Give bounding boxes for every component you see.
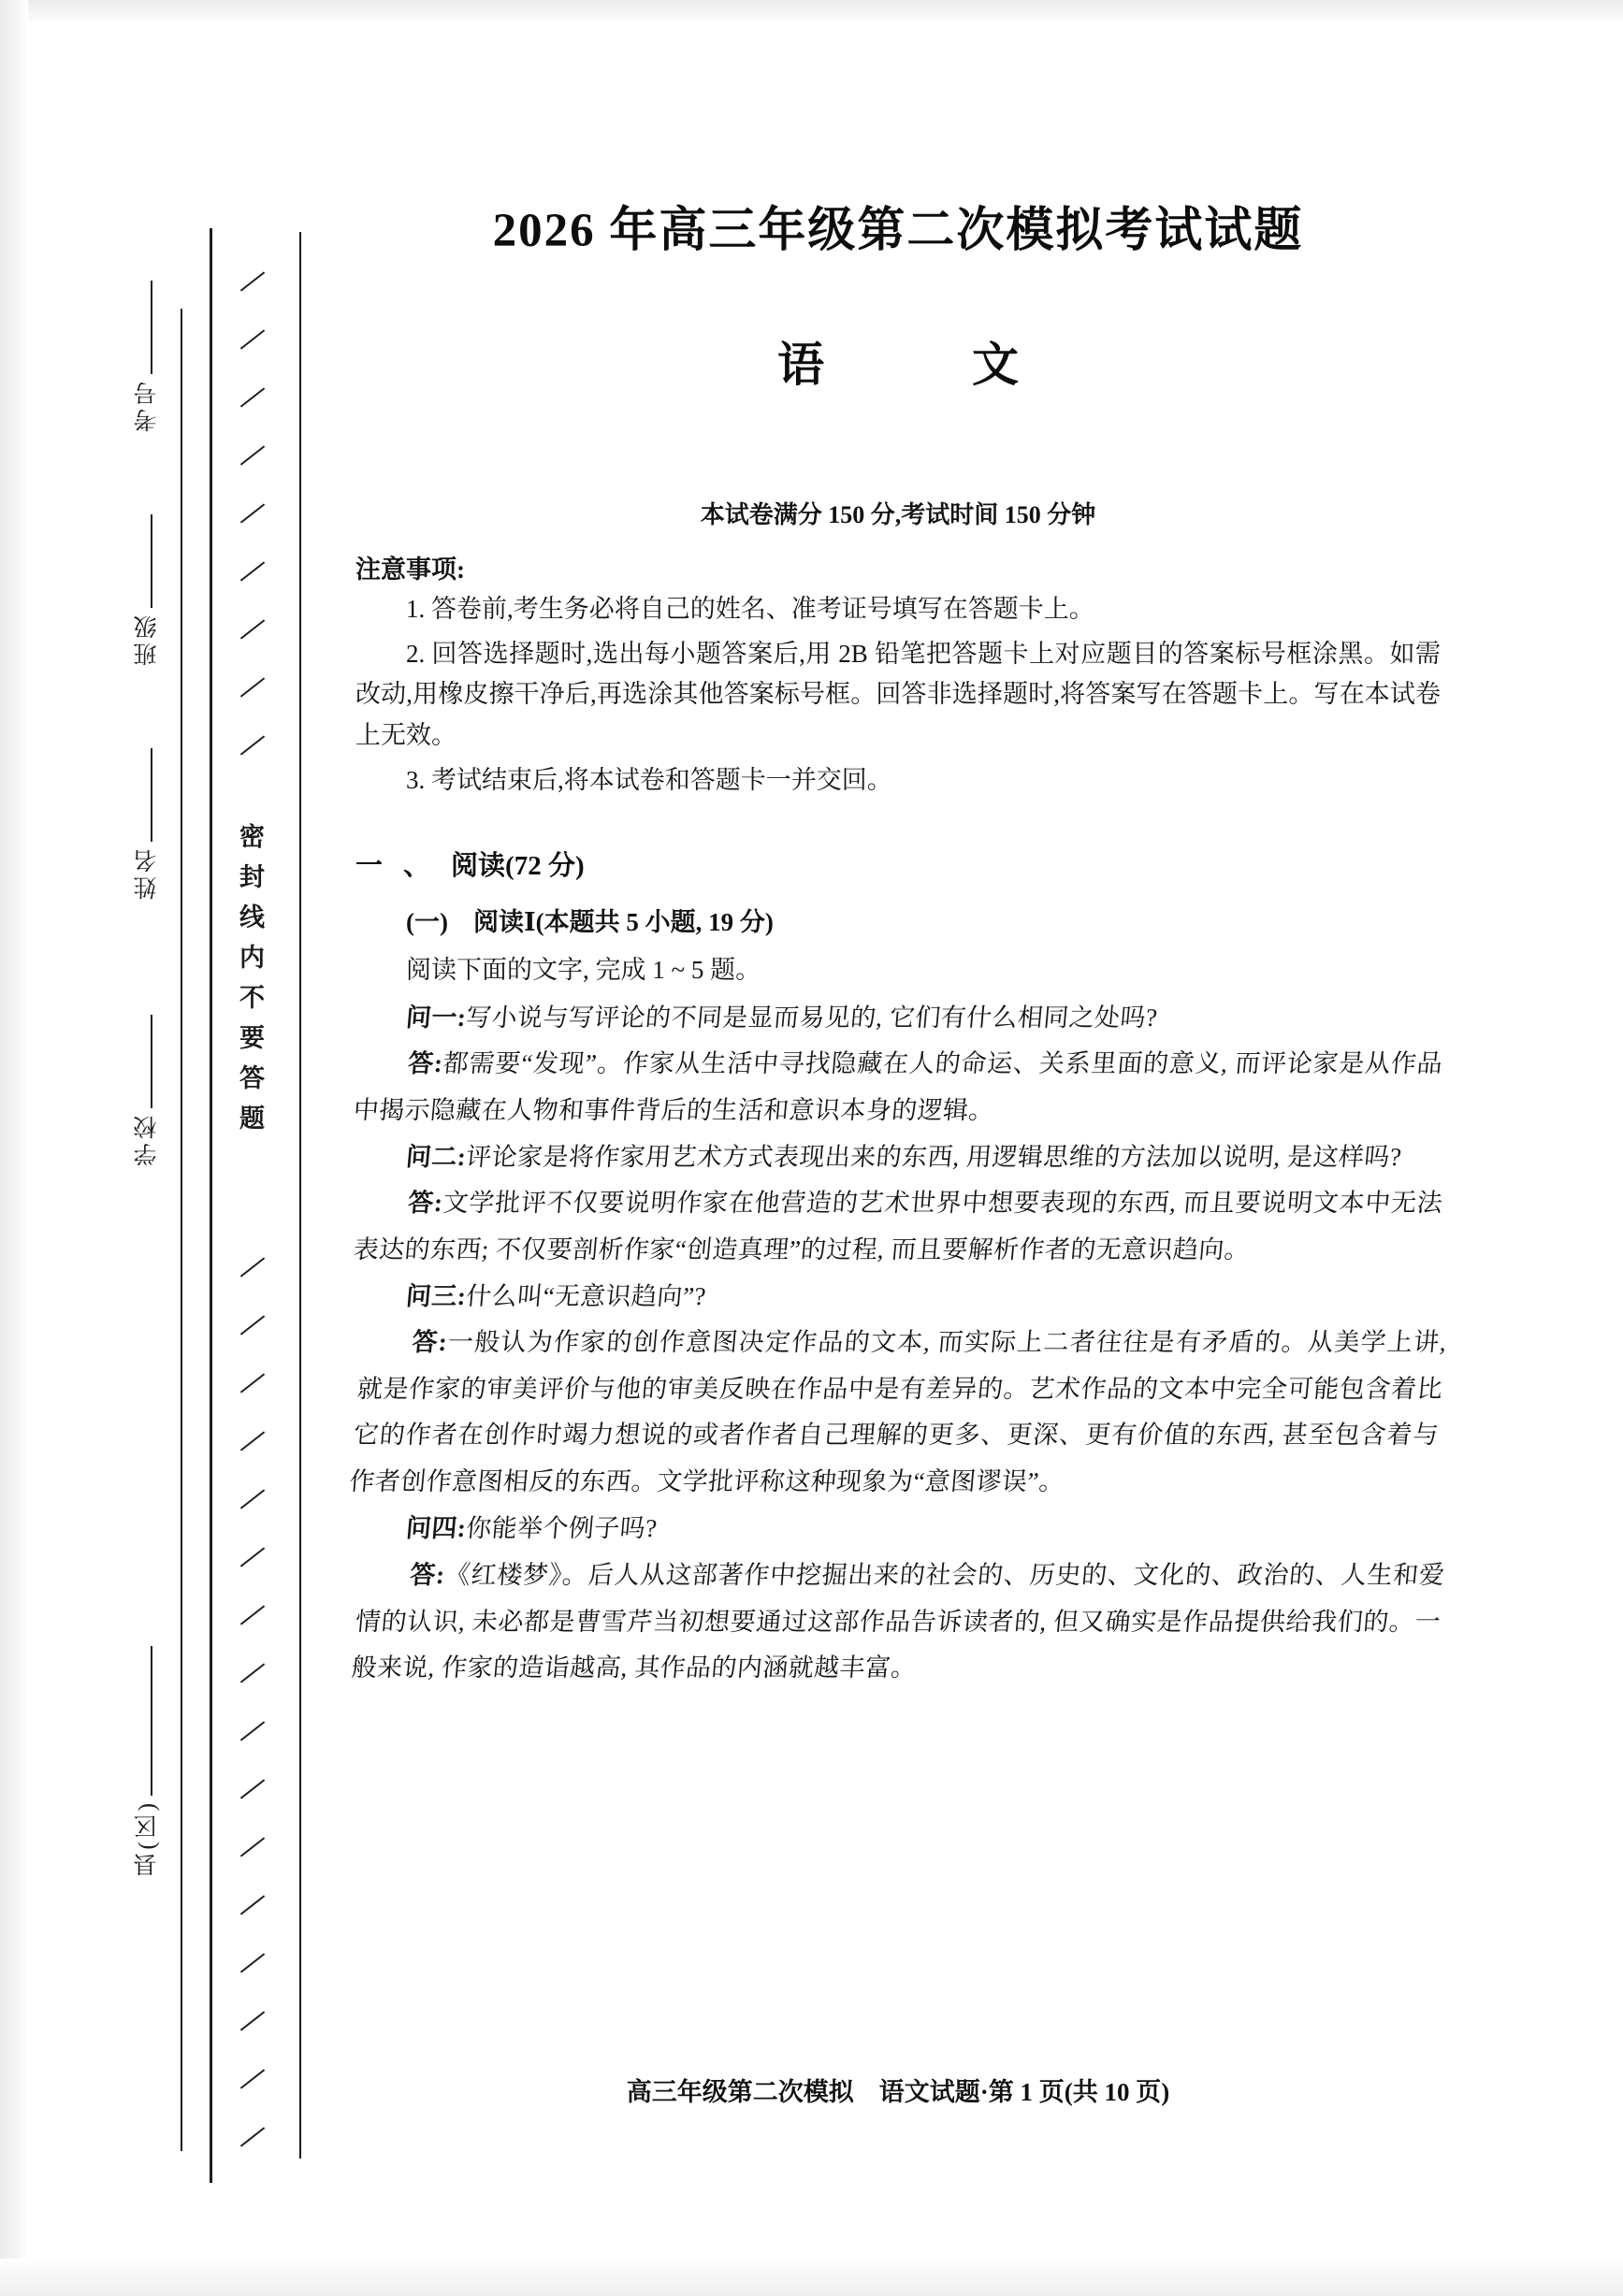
seal-line-main [210,228,212,2183]
passage-line [352,1180,1445,1273]
passage-line-text: 文学批评不仅要说明作家在他营造的艺术世界中想要表现的东西, 而且要说明文本中无法表达的东西; 不仅要剖析作家“创造真理”的过程, 而且要解析作者的无意识趋向。 [352,1189,1444,1264]
seal-field-label: 考号 [135,378,160,432]
passage-line-label: 答: [406,1049,444,1078]
passage-line [347,1320,1448,1506]
passage-line-label: 答: [409,1560,446,1589]
passage-line-label: 问一: [404,1003,468,1032]
seal-hatch-mark [240,1373,265,1393]
seal-hatch-mark [240,1779,265,1798]
seal-hatch-mark [240,1721,265,1740]
subsection-instruction: 阅读下面的文字, 完成 1 ~ 5 题。 [406,955,761,984]
passage-line-text: 什么叫“无意识趋向”? [464,1281,707,1310]
seal-hatch-mark [240,2011,265,2030]
section-name: 阅读 [451,850,506,881]
passage-line-text: 一般认为作家的创作意图决定作品的文本, 而实际上二者往往是有矛盾的。从美学上讲, 就是作家的审美评价与他的审美反映在作品中是有差异的。艺术作品的文本中完全可能包含着比它的作者在创作时竭力想说的或者作者自己理解的更多、更深、更有价值的东西, 甚至包含着与作者创作意图相反的东西。文学批评称这种现象为“意图谬误”。 [348,1328,1448,1496]
passage-line-text: 评论家是将作家用艺术方式表现出来的东西, 用逻辑思维的方法加以说明, 是这样吗? [464,1142,1403,1171]
exam-meta: 本试卷满分 150 分,考试时间 150 分钟 [700,501,1096,528]
seal-line-inner [181,309,182,2151]
seal-hatch-mark [240,1837,265,1856]
seal-hatch-mark [240,2127,265,2146]
passage-line-text: 你能举个例子吗? [464,1514,659,1543]
seal-vertical-text: 密封线内不要答题 [236,823,264,1145]
seal-hatch-mark [240,329,265,349]
passage-line-label: 问四: [404,1514,468,1543]
passage-line [349,1552,1446,1692]
scan-edge-bottom [0,2259,1623,2296]
passage-line [352,1041,1445,1134]
seal-field-rule [151,281,152,374]
subject-title: 语 文 [777,339,1069,391]
seal-hatch-mark [240,561,265,581]
seal-field-rule [151,1646,152,1796]
section-number: 一、 [355,850,452,881]
seal-field-label: 姓名 [135,845,160,900]
seal-hatching [232,281,288,2160]
page-footer: 高三年级第二次模拟 语文试题·第 1 页(共 10 页) [626,2078,1170,2106]
passage-line-text: 写小说与写评论的不同是显而易见的, 它们有什么相同之处吗? [464,1003,1159,1032]
seal-field-label: 县(区) [135,1799,160,1877]
seal-hatch-mark [240,677,265,697]
passage-line [354,995,1442,1042]
seal-field-class [120,514,176,683]
notice-heading: 注意事项: [355,556,465,584]
seal-hatch-mark [240,1431,265,1451]
subsection-heading: (一) 阅读Ⅰ(本题共 5 小题, 19 分) [406,907,774,936]
passage-line-label: 问三: [404,1281,468,1310]
passage-line-label: 答: [406,1189,444,1218]
seal-line-outer [299,232,301,2159]
passage-line [354,1134,1442,1181]
notice-item: 2. 回答选择题时,选出每小题答案后,用 2B 铅笔把答题卡上对应题目的答案标号框涂黑。如需改动,用橡皮擦干净后,再选涂其他答案标号框。回答非选择题时,将答案写在答题卡上。写在本试卷上无效。 [355,639,1441,750]
seal-hatch-mark [240,271,265,291]
passage-line-text: 都需要“发现”。作家从生活中寻找隐藏在人的命运、关系里面的意义, 而评论家是从作品中揭示隐藏在人物和事件背后的生活和意识本身的逻辑。 [352,1049,1444,1125]
paper-content [348,140,1448,1692]
seal-hatch-mark [240,735,265,755]
notice-item: 1. 答卷前,考生务必将自己的姓名、准考证号填写在答题卡上。 [406,595,1094,623]
page-title: 2026 年高三年级第二次模拟考试试题 [492,205,1304,257]
seal-hatch-mark [240,619,265,639]
seal-hatch-mark [240,1895,265,1914]
passage-line-label: 答: [411,1328,449,1357]
passage-line [354,1274,1442,1321]
seal-hatch-mark [240,1605,265,1625]
scan-edge-top [0,0,1623,24]
seal-field-name [120,748,176,917]
seal-hatch-mark [240,445,265,465]
seal-hatch-mark [240,1547,265,1567]
seal-field-rule [151,748,152,842]
seal-hatch-mark [240,1315,265,1335]
notice-item: 3. 考试结束后,将本试卷和答题卡一并交回。 [406,765,892,794]
seal-field-county [120,1646,176,1877]
seal-hatch-mark [240,1257,265,1277]
section-points: (72 分) [505,850,585,881]
seal-field-rule [151,514,152,608]
seal-field-exam-number [120,281,176,449]
seal-hatch-mark [240,1663,265,1682]
passage-line [354,1506,1442,1552]
seal-field-label: 学校 [135,1112,160,1166]
passage-line-label: 问二: [404,1142,468,1171]
seal-hatch-mark [240,387,265,407]
scan-edge-left [0,0,28,2296]
seal-hatch-mark [240,503,265,523]
seal-field-school [120,1015,176,1183]
section-heading [355,845,1441,883]
seal-hatch-mark [240,2069,265,2088]
seal-field-label: 班级 [135,612,160,666]
seal-hatch-mark [240,1953,265,1972]
seal-hatch-mark [240,1489,265,1509]
seal-field-rule [151,1015,152,1108]
passage-body [348,995,1448,1692]
passage-line-text: 《红楼梦》。后人从这部著作中挖掘出来的社会的、历史的、文化的、政治的、人生和爱情的认识, 未必都是曹雪芹当初想要通过这部作品告诉读者的, 但又确实是作品提供给我们的。一般来说, 作家的造诣越高, 其作品的内涵就越丰富。 [350,1560,1446,1682]
